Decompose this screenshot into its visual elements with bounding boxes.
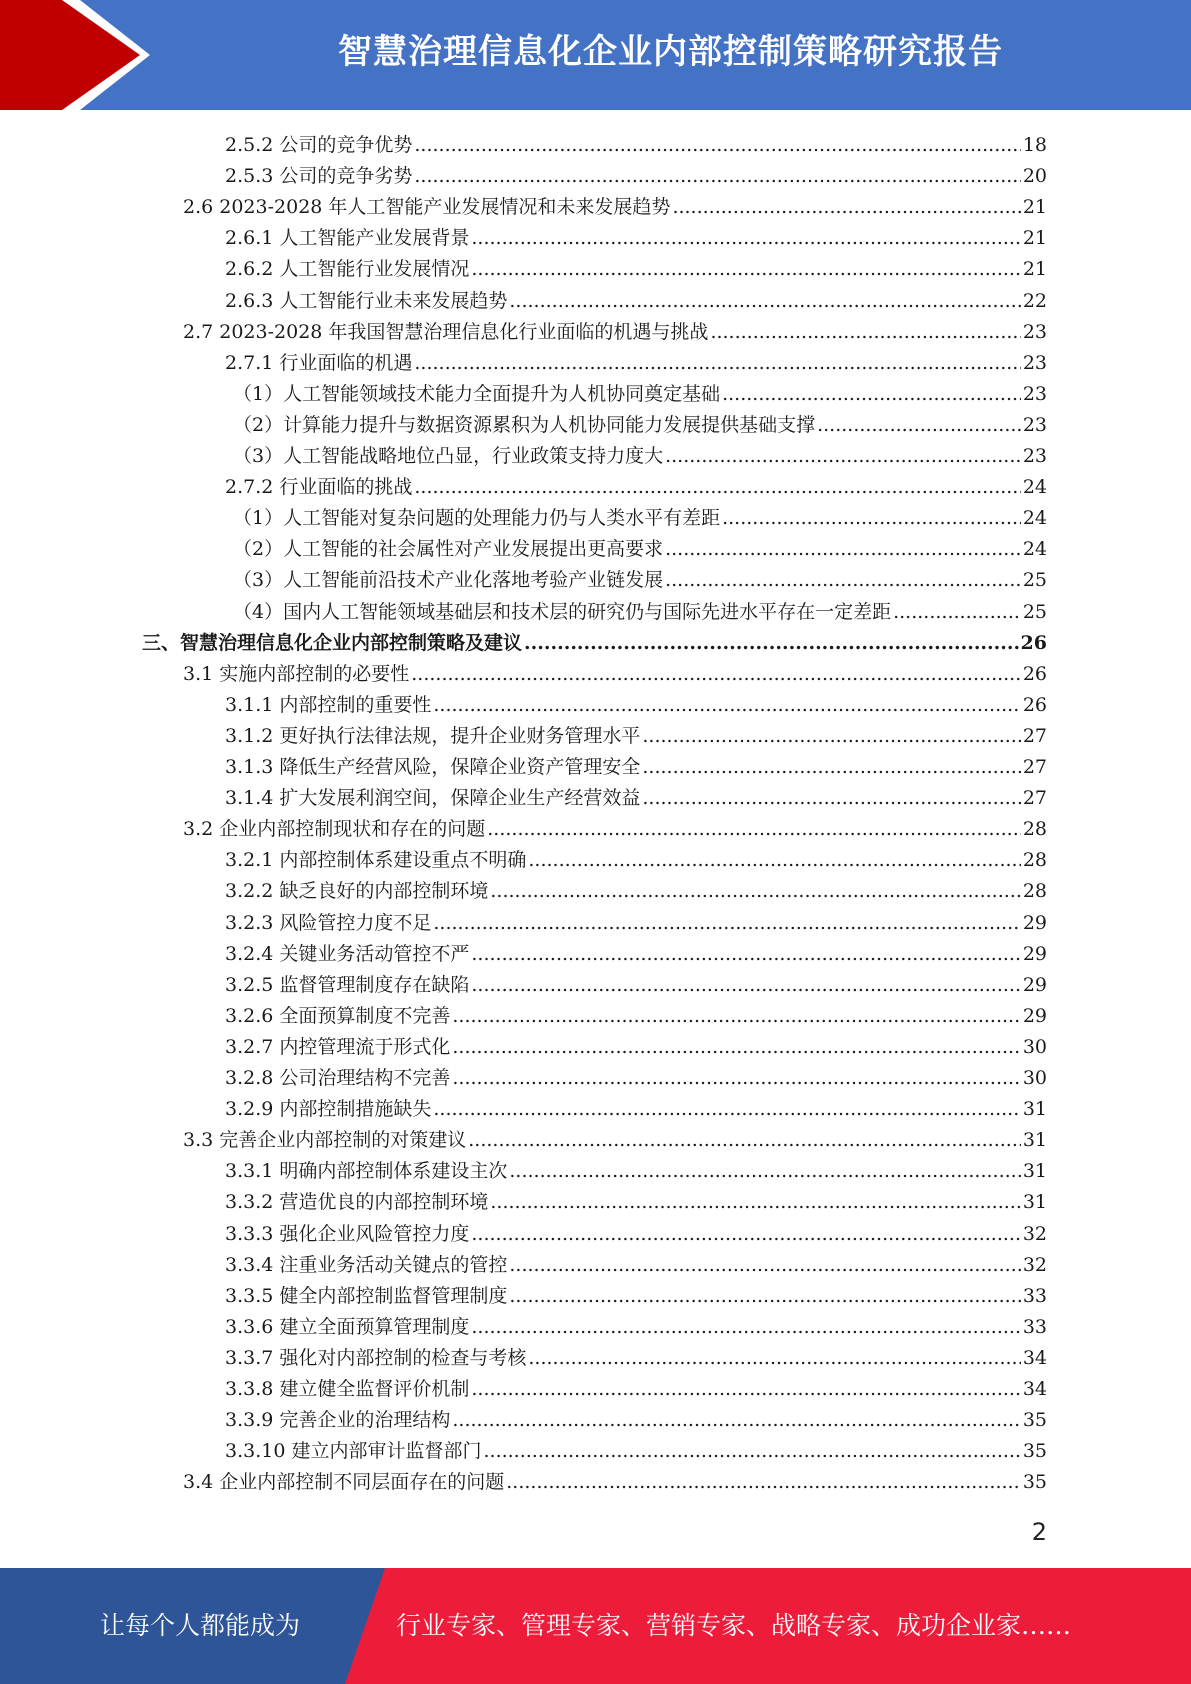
toc-entry[interactable] [225, 282, 1047, 313]
toc-dot-leader [665, 537, 1021, 561]
toc-entry-title: （2）计算能力提升与数据资源累积为人机协同能力发展提供基础支撑 [233, 413, 816, 436]
toc-entry-page: 21 [1022, 196, 1047, 219]
toc-dot-leader [471, 226, 1020, 250]
toc-entry-page: 24 [1022, 476, 1047, 499]
toc-entry-page: 35 [1022, 1440, 1047, 1463]
toc-dot-leader [642, 724, 1020, 748]
footer-slogan-left: 让每个人都能成为 [99, 1611, 300, 1640]
toc-dot-leader [490, 879, 1020, 903]
toc-entry[interactable] [225, 157, 1047, 188]
toc-entry-title: 3.2.9 内部控制措施缺失 [225, 1098, 432, 1121]
toc-entry[interactable] [225, 126, 1047, 157]
toc-entry[interactable] [225, 1152, 1047, 1183]
toc-entry-page: 34 [1022, 1346, 1047, 1369]
toc-entry-title: 2.6.1 人工智能产业发展背景 [225, 227, 470, 250]
toc-dot-leader [487, 817, 1021, 841]
toc-dot-leader [642, 786, 1020, 810]
toc-entry[interactable] [225, 250, 1047, 281]
toc-dot-leader [665, 568, 1021, 592]
toc-dot-leader [414, 164, 1020, 188]
toc-entry[interactable] [142, 624, 1047, 655]
page-header [0, 0, 1191, 110]
toc-dot-leader [414, 351, 1020, 375]
toc-entry[interactable] [225, 935, 1047, 966]
toc-entry[interactable] [225, 872, 1047, 903]
toc-dot-leader [722, 382, 1021, 406]
toc-dot-leader [452, 1408, 1020, 1432]
toc-dot-leader [509, 1159, 1020, 1183]
toc-entry-page: 29 [1022, 1004, 1047, 1027]
toc-entry-page: 24 [1022, 538, 1047, 561]
toc-entry-title: 2.6.2 人工智能行业发展情况 [225, 258, 470, 281]
toc-entry-page: 28 [1022, 849, 1047, 872]
toc-entry-title: 3.3.7 强化对内部控制的检查与考核 [225, 1346, 527, 1369]
toc-entry-title: 3.3 完善企业内部控制的对策建议 [183, 1129, 467, 1152]
toc-dot-leader [506, 1470, 1021, 1494]
toc-entry-title: 2.5.3 公司的竞争劣势 [225, 165, 413, 188]
toc-entry[interactable] [225, 1339, 1047, 1370]
toc-entry-page: 32 [1022, 1253, 1047, 1276]
toc-entry[interactable] [183, 1463, 1047, 1494]
toc-entry-title: 3.2.5 监督管理制度存在缺陷 [225, 973, 470, 996]
toc-dot-leader [672, 195, 1020, 219]
toc-entry-page: 21 [1022, 258, 1047, 281]
toc-dot-leader [414, 475, 1020, 499]
toc-dot-leader [471, 1377, 1020, 1401]
toc-dot-leader [471, 942, 1020, 966]
toc-entry[interactable] [233, 561, 1047, 592]
toc-dot-leader [452, 1035, 1020, 1059]
toc-entry[interactable] [225, 966, 1047, 997]
toc-entry[interactable] [233, 437, 1047, 468]
toc-entry-page: 31 [1022, 1129, 1047, 1152]
toc-entry-page: 27 [1022, 787, 1047, 810]
toc-entry-page: 33 [1022, 1284, 1047, 1307]
toc-dot-leader [524, 631, 1019, 655]
toc-dot-leader [433, 693, 1020, 717]
toc-dot-leader [471, 1315, 1020, 1339]
toc-entry-title: 2.7.1 行业面临的机遇 [225, 351, 413, 374]
toc-dot-leader [471, 973, 1020, 997]
toc-entry-page: 24 [1022, 507, 1047, 530]
toc-dot-leader [468, 1128, 1021, 1152]
toc-dot-leader [642, 755, 1020, 779]
toc-entry-page: 34 [1022, 1378, 1047, 1400]
toc-entry-title: 3.3.10 建立内部审计监督部门 [225, 1440, 482, 1463]
toc-entry-title: 3.1 实施内部控制的必要性 [183, 662, 410, 685]
toc-entry[interactable] [225, 468, 1047, 499]
toc-entry[interactable] [225, 1090, 1047, 1121]
toc-entry[interactable] [225, 1215, 1047, 1246]
toc-entry[interactable] [225, 748, 1047, 779]
toc-entry-title: 3.3.9 完善企业的治理结构 [225, 1409, 451, 1432]
toc-entry-page: 26 [1022, 693, 1047, 716]
toc-entry[interactable] [225, 219, 1047, 250]
toc-entry[interactable] [225, 1183, 1047, 1214]
toc-entry-title: 3.3.2 营造优良的内部控制环境 [225, 1191, 489, 1214]
toc-entry-page: 23 [1022, 320, 1047, 343]
toc-dot-leader [528, 848, 1020, 872]
toc-entry-title: （3）人工智能战略地位凸显，行业政策支持力度大 [233, 445, 664, 467]
toc-entry-title: （3）人工智能前沿技术产业化落地考验产业链发展 [233, 569, 664, 592]
toc-entry-title: 2.7 2023-2028 年我国智慧治理信息化行业面临的机遇与挑战 [183, 320, 709, 343]
toc-entry-page: 21 [1022, 227, 1047, 250]
toc-entry-page: 28 [1022, 818, 1047, 841]
toc-entry-page: 23 [1022, 351, 1047, 374]
toc-entry-page: 18 [1022, 134, 1047, 156]
toc-dot-leader [483, 1439, 1020, 1463]
toc-entry-title: 3.3.4 注重业务活动关键点的管控 [225, 1253, 508, 1276]
toc-entry-title: 3.2.4 关键业务活动管控不严 [225, 942, 470, 965]
toc-dot-leader [490, 1190, 1020, 1214]
toc-entry-title: 3.3.5 健全内部控制监督管理制度 [225, 1284, 508, 1307]
toc-entry-page: 20 [1022, 165, 1047, 188]
toc-entry-title: 3.1.2 更好执行法律法规，提升企业财务管理水平 [225, 724, 641, 747]
toc-dot-leader [665, 444, 1021, 468]
toc-dot-leader [722, 506, 1021, 530]
toc-entry-page: 31 [1022, 1160, 1047, 1183]
toc-entry-page: 30 [1022, 1067, 1047, 1089]
toc-entry-title: 3.4 企业内部控制不同层面存在的问题 [183, 1471, 505, 1494]
toc-entry-title: （1）人工智能领域技术能力全面提升为人机协同奠定基础 [233, 382, 721, 405]
toc-entry-page: 27 [1022, 724, 1047, 747]
toc-entry[interactable] [225, 841, 1047, 872]
toc-dot-leader [528, 1346, 1020, 1370]
page-number: 2 [1031, 1518, 1047, 1546]
toc-dot-leader [471, 1222, 1020, 1246]
toc-entry-title: 3.2 企业内部控制现状和存在的问题 [183, 818, 486, 841]
toc-entry-page: 23 [1022, 445, 1047, 467]
toc-dot-leader [471, 257, 1020, 281]
toc-entry[interactable] [183, 188, 1047, 219]
toc-entry[interactable] [225, 1277, 1047, 1308]
toc-entry[interactable] [225, 1246, 1047, 1277]
toc-entry-page: 35 [1022, 1409, 1047, 1432]
toc-entry-page: 31 [1022, 1191, 1047, 1214]
toc-entry[interactable] [183, 655, 1047, 686]
toc-entry[interactable] [225, 1028, 1047, 1059]
toc-entry-page: 32 [1022, 1222, 1047, 1245]
toc-entry-title: 3.2.7 内控管理流于形式化 [225, 1035, 451, 1058]
toc-entry[interactable] [233, 530, 1047, 561]
toc-entry[interactable] [225, 717, 1047, 748]
toc-entry-title: 2.7.2 行业面临的挑战 [225, 476, 413, 499]
toc-entry-page: 28 [1022, 880, 1047, 903]
toc-entry-title: 2.6 2023-2028 年人工智能产业发展情况和未来发展趋势 [183, 196, 671, 219]
toc-entry[interactable] [225, 686, 1047, 717]
toc-entry[interactable] [225, 997, 1047, 1028]
toc-entry-title: （1）人工智能对复杂问题的处理能力仍与人类水平有差距 [233, 507, 721, 530]
toc-entry-page: 29 [1022, 942, 1047, 965]
toc-entry-page: 35 [1022, 1471, 1047, 1494]
toc-entry[interactable] [233, 406, 1047, 437]
toc-entry[interactable] [225, 779, 1047, 810]
toc-entry-title: 3.3.1 明确内部控制体系建设主次 [225, 1160, 508, 1183]
toc-dot-leader [411, 662, 1021, 686]
toc-dot-leader [414, 133, 1020, 157]
footer-slogan-right: 行业专家、管理专家、营销专家、战略专家、成功企业家…… [396, 1611, 1072, 1640]
toc-entry[interactable] [233, 499, 1047, 530]
toc-dot-leader [452, 1004, 1020, 1028]
toc-entry[interactable] [225, 1370, 1047, 1401]
toc-entry-title: 3.1.1 内部控制的重要性 [225, 693, 432, 716]
toc-entry-page: 25 [1022, 600, 1047, 623]
toc-entry[interactable] [225, 1401, 1047, 1432]
toc-entry-page: 29 [1022, 911, 1047, 934]
toc-entry[interactable] [225, 1059, 1047, 1090]
toc-entry-page: 29 [1022, 973, 1047, 996]
toc-entry-page: 25 [1022, 569, 1047, 592]
toc-entry-page: 31 [1022, 1098, 1047, 1121]
toc-entry-page: 26 [1020, 631, 1047, 654]
toc-entry-page: 27 [1022, 756, 1047, 778]
toc-entry-page: 33 [1022, 1315, 1047, 1338]
toc-entry-title: 3.3.3 强化企业风险管控力度 [225, 1222, 470, 1245]
toc-entry[interactable] [225, 1308, 1047, 1339]
toc-entry-title: 3.2.3 风险管控力度不足 [225, 911, 432, 934]
toc-dot-leader [452, 1066, 1020, 1090]
toc-entry[interactable] [183, 1121, 1047, 1152]
toc-entry-title: 3.2.1 内部控制体系建设重点不明确 [225, 849, 527, 872]
toc-entry-title: 3.2.6 全面预算制度不完善 [225, 1004, 451, 1027]
toc-dot-leader [817, 413, 1021, 437]
page-title: 智慧治理信息化企业内部控制策略研究报告 [338, 32, 1003, 72]
page-footer [0, 1568, 1191, 1684]
toc-entry[interactable] [233, 375, 1047, 406]
toc-entry[interactable] [233, 593, 1047, 624]
toc-entry-title: 3.2.8 公司治理结构不完善 [225, 1067, 451, 1089]
toc-entry-title: （2）人工智能的社会属性对产业发展提出更高要求 [233, 538, 664, 561]
toc-entry[interactable] [225, 1432, 1047, 1463]
toc-entry-title: （4）国内人工智能领域基础层和技术层的研究仍与国际先进水平存在一定差距 [233, 600, 892, 623]
toc-entry-title: 3.3.8 建立健全监督评价机制 [225, 1378, 470, 1400]
toc-entry-page: 23 [1022, 382, 1047, 405]
toc-entry[interactable] [183, 313, 1047, 344]
toc-dot-leader [893, 600, 1021, 624]
toc-entry-page: 26 [1022, 662, 1047, 685]
toc-entry-page: 23 [1022, 413, 1047, 436]
toc-entry[interactable] [225, 904, 1047, 935]
toc-dot-leader [509, 1253, 1020, 1277]
toc-entry-title: 3.1.4 扩大发展利润空间，保障企业生产经营效益 [225, 787, 641, 810]
toc-entry[interactable] [183, 810, 1047, 841]
toc-dot-leader [433, 1097, 1020, 1121]
toc-dot-leader [710, 320, 1020, 344]
toc-dot-leader [509, 1284, 1020, 1308]
toc-dot-leader [509, 289, 1020, 313]
toc-entry-page: 22 [1022, 289, 1047, 312]
toc-entry-title: 2.5.2 公司的竞争优势 [225, 134, 413, 156]
toc-entry-title: 3.1.3 降低生产经营风险，保障企业资产管理安全 [225, 756, 641, 778]
toc-dot-leader [433, 911, 1020, 935]
toc-entry-title: 3.2.2 缺乏良好的内部控制环境 [225, 880, 489, 903]
toc-entry-page: 30 [1022, 1035, 1047, 1058]
toc-entry-title: 三、智慧治理信息化企业内部控制策略及建议 [142, 631, 523, 654]
toc-entry[interactable] [225, 344, 1047, 375]
toc-entry-title: 2.6.3 人工智能行业未来发展趋势 [225, 289, 508, 312]
toc-entry-title: 3.3.6 建立全面预算管理制度 [225, 1315, 470, 1338]
